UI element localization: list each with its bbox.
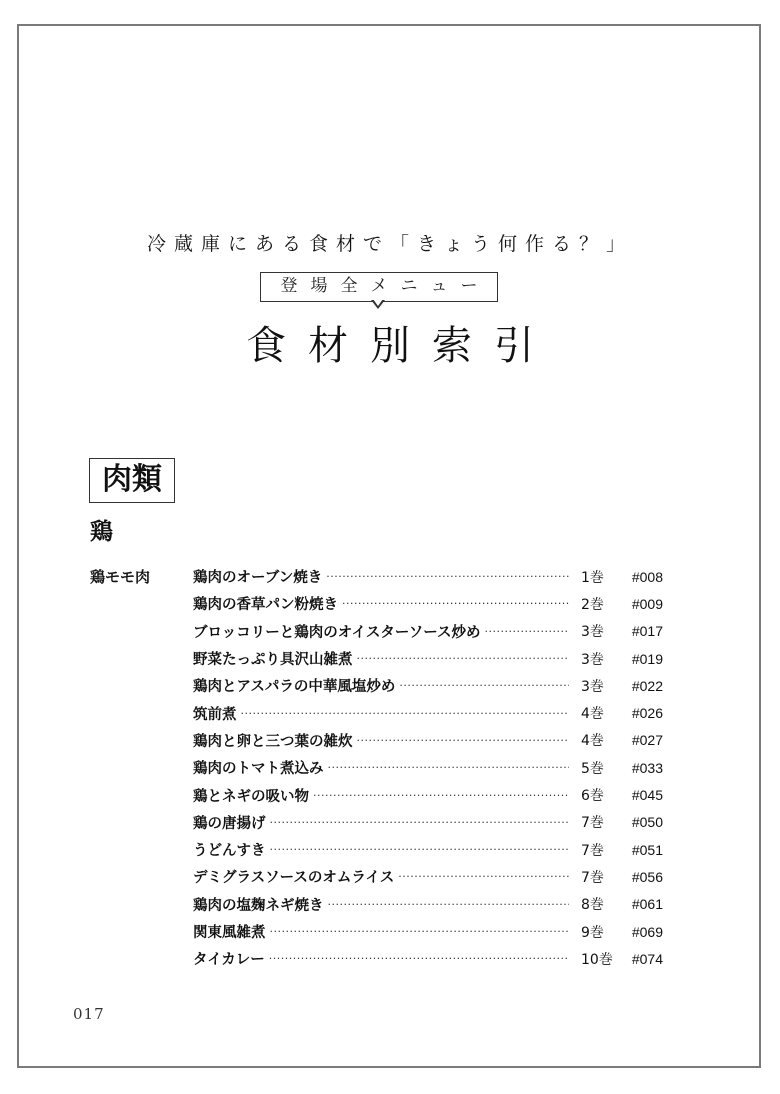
volume: 3巻 [581,678,604,695]
recipe-number: #027 [631,732,663,749]
recipe-number: #022 [631,677,663,694]
leader-dots [313,790,569,801]
ingredient-label: 鶏モモ肉 [90,568,151,586]
recipe-number: #008 [631,568,663,585]
leader-dots [485,626,569,637]
index-entry [193,590,663,617]
volume: 3巻 [581,651,604,668]
leader-dots [328,762,570,773]
leader-dots [241,708,570,719]
page-number: 017 [73,1005,105,1023]
page-title: 食材別索引 [246,323,556,369]
leader-dots [270,817,570,828]
recipe-number: #033 [631,759,663,776]
index-entry [193,618,663,645]
volume: 1巻 [581,569,604,586]
index-entry [193,945,663,972]
volume: 3巻 [581,624,604,641]
recipe-name: 鶏肉のオーブン焼き [193,570,323,587]
book-subtitle: 冷蔵庫にある食材で「きょう何作る？」 [146,233,633,255]
recipe-name: 関東風雑煮 [193,925,266,941]
leader-dots [342,598,569,609]
leader-dots [328,899,570,910]
subcategory-heading: 鶏 [90,519,113,545]
recipe-name: 鶏肉の香草パン粉焼き [193,597,338,614]
index-entry [193,918,663,945]
index-entry [193,645,663,672]
leader-dots [270,844,570,855]
recipe-number: #026 [631,705,663,722]
recipe-number: #045 [631,787,663,804]
recipe-number: #019 [631,650,663,667]
volume: 7巻 [581,869,604,886]
volume: 4巻 [581,706,604,723]
leader-dots [270,926,570,937]
volume: 6巻 [581,788,604,805]
index-entry [193,836,663,863]
recipe-name: 野菜たっぷり具沢山雑煮 [193,652,353,669]
recipe-name: 鶏の唐揚げ [193,815,266,832]
recipe-name: うどんすき [193,843,266,860]
index-entry [193,809,663,836]
leader-dots [398,871,569,882]
leader-dots [357,735,570,746]
recipe-name: 鶏肉とアスパラの中華風塩炒め [193,679,396,696]
index-entry [193,699,663,726]
volume: 2巻 [581,596,604,613]
menu-badge: 登場全メニュー [260,272,498,302]
recipe-index-list [193,563,663,972]
recipe-name: 鶏肉の塩麹ネギ焼き [193,897,324,914]
leader-dots [269,953,569,964]
volume: 8巻 [581,897,604,914]
leader-dots [326,571,569,582]
recipe-name: 鶏肉のトマト煮込み [193,761,324,778]
category-heading: 肉類 [89,458,175,503]
index-entry [193,781,663,808]
volume: 7巻 [581,842,604,859]
recipe-name: デミグラスソースのオムライス [193,870,395,887]
recipe-number: #056 [631,868,663,885]
leader-dots [357,653,570,664]
index-entry [193,672,663,699]
index-entry [193,563,663,590]
leader-dots [399,680,569,691]
recipe-number: #074 [631,950,663,967]
recipe-number: #051 [631,841,663,858]
volume: 4巻 [581,733,604,750]
recipe-name: 鶏肉と卵と三つ葉の雑炊 [193,733,353,750]
recipe-number: #061 [631,896,663,913]
index-entry [193,727,663,754]
recipe-name: ブロッコリーと鶏肉のオイスターソース炒め [193,624,481,641]
index-entry [193,754,663,781]
volume: 5巻 [581,760,604,777]
volume: 9巻 [581,924,604,941]
volume: 7巻 [581,815,604,832]
index-entry [193,863,663,890]
recipe-number: #050 [631,814,663,831]
recipe-name: 筑前煮 [193,706,237,723]
index-entry [193,891,663,918]
volume: 10巻 [581,951,613,968]
recipe-name: 鶏とネギの吸い物 [193,788,309,805]
recipe-number: #017 [631,623,663,640]
recipe-number: #009 [631,595,663,612]
speech-tail-fill [373,299,383,306]
recipe-number: #069 [631,923,663,940]
recipe-name: タイカレー [193,952,265,969]
